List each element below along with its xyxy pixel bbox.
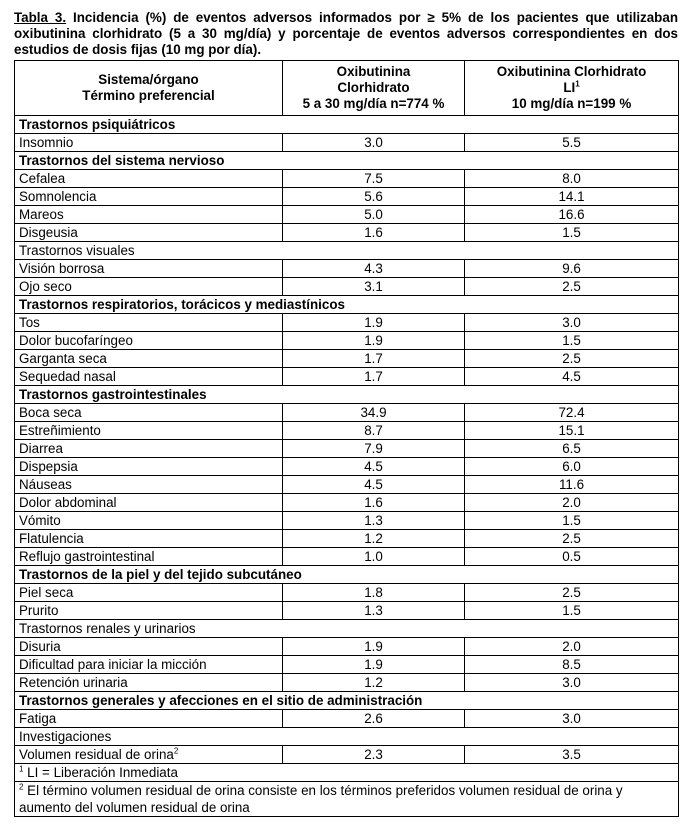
- term-text: Sequedad nasal: [19, 369, 116, 384]
- subcategory-row: [15, 242, 679, 260]
- header-oxybutynin-30mg: [283, 61, 465, 116]
- term-cell: [15, 548, 283, 566]
- value-cell-10mg: 8.0: [465, 170, 679, 188]
- subcategory-label: Trastornos renales y urinarios: [15, 620, 679, 638]
- term-text: Dispepsia: [19, 459, 78, 474]
- term-text: Dificultad para iniciar la micción: [19, 657, 207, 672]
- term-cell: [15, 278, 283, 296]
- value-cell-30mg: 1.9: [283, 332, 465, 350]
- term-text: Dolor abdominal: [19, 495, 117, 510]
- value-cell-10mg: 0.5: [465, 548, 679, 566]
- term-cell: [15, 332, 283, 350]
- value-cell-10mg: 2.5: [465, 350, 679, 368]
- header-col2-line2: Clorhidrato: [337, 80, 410, 95]
- value-cell-10mg: 3.0: [465, 314, 679, 332]
- value-cell-30mg: 1.2: [283, 674, 465, 692]
- table-row: [15, 746, 679, 764]
- footnote-ref-1: 1: [575, 79, 580, 89]
- value-cell-10mg: 1.5: [465, 332, 679, 350]
- term-cell: [15, 422, 283, 440]
- value-cell-30mg: 4.5: [283, 476, 465, 494]
- term-cell: [15, 458, 283, 476]
- term-text: Garganta seca: [19, 351, 107, 366]
- value-cell-30mg: 34.9: [283, 404, 465, 422]
- table-row: [15, 476, 679, 494]
- category-label: Trastornos del sistema nervioso: [15, 152, 679, 170]
- value-cell-10mg: 1.5: [465, 602, 679, 620]
- value-cell-10mg: 2.0: [465, 638, 679, 656]
- header-col1-line1: Sistema/órgano: [98, 72, 199, 87]
- value-cell-30mg: 5.0: [283, 206, 465, 224]
- term-cell: [15, 170, 283, 188]
- value-cell-10mg: 2.5: [465, 530, 679, 548]
- term-text: Volumen residual de orina: [19, 747, 174, 762]
- value-cell-10mg: 2.0: [465, 494, 679, 512]
- table-row: [15, 260, 679, 278]
- term-text: Disuria: [19, 639, 61, 654]
- table-row: [15, 494, 679, 512]
- value-cell-10mg: 1.5: [465, 224, 679, 242]
- table-row: [15, 458, 679, 476]
- table-row: [15, 206, 679, 224]
- footnote-mark: 2: [19, 782, 24, 792]
- header-col2-line3: 5 a 30 mg/día n=774 %: [302, 96, 445, 111]
- footnote-row: [15, 764, 679, 782]
- category-row: [15, 692, 679, 710]
- footnote-cell: [15, 764, 679, 782]
- term-cell: [15, 440, 283, 458]
- term-cell: [15, 530, 283, 548]
- table-row: [15, 278, 679, 296]
- table-row: [15, 548, 679, 566]
- table-row: [15, 188, 679, 206]
- value-cell-10mg: 1.5: [465, 512, 679, 530]
- term-text: Visión borrosa: [19, 261, 105, 276]
- table-caption-text: Incidencia (%) de eventos adversos informados por ≥ 5% de los pacientes que utilizaban oxibutinina clorhidrato (5 a 30 mg/día) y porcentaje de eventos adversos correspondientes en dos estudios de dosis fijas (10 mg por día).: [14, 10, 678, 57]
- value-cell-10mg: 6.5: [465, 440, 679, 458]
- table-row: [15, 512, 679, 530]
- footnote-text: El término volumen residual de orina consiste en los términos preferidos volumen residual de orina y aumento del volumen residual de orina: [19, 783, 623, 815]
- value-cell-10mg: 16.6: [465, 206, 679, 224]
- table-header-row: [15, 61, 679, 116]
- value-cell-30mg: 2.6: [283, 710, 465, 728]
- value-cell-30mg: 4.5: [283, 458, 465, 476]
- category-row: [15, 386, 679, 404]
- value-cell-10mg: 3.0: [465, 710, 679, 728]
- category-row: [15, 152, 679, 170]
- category-label: Trastornos respiratorios, torácicos y mediastínicos: [15, 296, 679, 314]
- table-row: [15, 674, 679, 692]
- term-cell: [15, 134, 283, 152]
- table-row: [15, 224, 679, 242]
- value-cell-10mg: 9.6: [465, 260, 679, 278]
- value-cell-30mg: 7.9: [283, 440, 465, 458]
- category-label: Trastornos gastrointestinales: [15, 386, 679, 404]
- value-cell-30mg: 3.0: [283, 134, 465, 152]
- value-cell-10mg: 15.1: [465, 422, 679, 440]
- term-text: Somnolencia: [19, 189, 97, 204]
- term-cell: [15, 206, 283, 224]
- header-col3-line3: 10 mg/día n=199 %: [511, 96, 632, 111]
- term-cell: [15, 350, 283, 368]
- footnote-cell: [15, 782, 679, 817]
- table-row: [15, 638, 679, 656]
- value-cell-10mg: 8.5: [465, 656, 679, 674]
- term-cell: [15, 260, 283, 278]
- category-label: Trastornos psiquiátricos: [15, 116, 679, 134]
- term-text: Boca seca: [19, 405, 82, 420]
- table-row: [15, 422, 679, 440]
- subcategory-row: [15, 728, 679, 746]
- header-col3-line2: LI: [563, 80, 576, 95]
- header-col1-line2: Término preferencial: [82, 88, 215, 103]
- term-cell: [15, 494, 283, 512]
- term-text: Cefalea: [19, 171, 66, 186]
- header-col2-line1: Oxibutinina: [336, 64, 411, 79]
- term-text: Insomnio: [19, 135, 74, 150]
- term-cell: [15, 602, 283, 620]
- term-text: Tos: [19, 315, 40, 330]
- table-row: [15, 530, 679, 548]
- value-cell-30mg: 1.8: [283, 584, 465, 602]
- value-cell-10mg: 14.1: [465, 188, 679, 206]
- footnote-text: LI = Liberación Inmediata: [23, 765, 178, 780]
- table-row: [15, 134, 679, 152]
- term-text: Flatulencia: [19, 531, 84, 546]
- value-cell-10mg: 4.5: [465, 368, 679, 386]
- value-cell-30mg: 1.7: [283, 368, 465, 386]
- table-row: [15, 710, 679, 728]
- term-text: Mareos: [19, 207, 64, 222]
- table-row: [15, 440, 679, 458]
- category-label: Trastornos de la piel y del tejido subcutáneo: [15, 566, 679, 584]
- term-text: Estreñimiento: [19, 423, 101, 438]
- term-cell: [15, 314, 283, 332]
- value-cell-30mg: 1.3: [283, 512, 465, 530]
- term-cell: [15, 638, 283, 656]
- value-cell-30mg: 1.6: [283, 224, 465, 242]
- category-label: Trastornos generales y afecciones en el sitio de administración: [15, 692, 679, 710]
- value-cell-30mg: 4.3: [283, 260, 465, 278]
- table-row: [15, 350, 679, 368]
- table-caption: [14, 10, 678, 58]
- header-col3-line1: Oxibutinina Clorhidrato: [496, 64, 647, 79]
- value-cell-30mg: 2.3: [283, 746, 465, 764]
- subcategory-label: Trastornos visuales: [15, 242, 679, 260]
- term-text: Piel seca: [19, 585, 74, 600]
- table-row: [15, 368, 679, 386]
- value-cell-10mg: 11.6: [465, 476, 679, 494]
- table-row: [15, 404, 679, 422]
- value-cell-10mg: 6.0: [465, 458, 679, 476]
- table-row: [15, 314, 679, 332]
- value-cell-10mg: 72.4: [465, 404, 679, 422]
- term-cell: [15, 674, 283, 692]
- subcategory-row: [15, 620, 679, 638]
- value-cell-10mg: 2.5: [465, 584, 679, 602]
- term-text: Disgeusia: [19, 225, 78, 240]
- table-row: [15, 332, 679, 350]
- category-row: [15, 566, 679, 584]
- term-text: Náuseas: [19, 477, 72, 492]
- value-cell-30mg: 8.7: [283, 422, 465, 440]
- value-cell-30mg: 3.1: [283, 278, 465, 296]
- term-cell: [15, 584, 283, 602]
- term-cell: [15, 656, 283, 674]
- term-cell: [15, 368, 283, 386]
- term-cell: [15, 512, 283, 530]
- table-row: [15, 170, 679, 188]
- category-row: [15, 116, 679, 134]
- term-text: Prurito: [19, 603, 59, 618]
- term-cell: [15, 224, 283, 242]
- term-cell: [15, 476, 283, 494]
- category-row: [15, 296, 679, 314]
- term-text: Ojo seco: [19, 279, 72, 294]
- value-cell-30mg: 1.9: [283, 314, 465, 332]
- header-system-organ: [15, 61, 283, 116]
- table-row: [15, 656, 679, 674]
- term-text: Dolor bucofaríngeo: [19, 333, 133, 348]
- term-cell: [15, 404, 283, 422]
- value-cell-10mg: 3.0: [465, 674, 679, 692]
- term-text: Fatiga: [19, 711, 57, 726]
- term-text: Diarrea: [19, 441, 63, 456]
- value-cell-30mg: 1.2: [283, 530, 465, 548]
- value-cell-30mg: 5.6: [283, 188, 465, 206]
- value-cell-10mg: 3.5: [465, 746, 679, 764]
- adverse-events-table: [14, 60, 679, 817]
- header-oxybutynin-ir-10mg: [465, 61, 679, 116]
- term-cell: [15, 188, 283, 206]
- table-row: [15, 602, 679, 620]
- value-cell-30mg: 1.9: [283, 638, 465, 656]
- value-cell-30mg: 7.5: [283, 170, 465, 188]
- value-cell-10mg: 5.5: [465, 134, 679, 152]
- term-text: Retención urinaria: [19, 675, 128, 690]
- value-cell-30mg: 1.6: [283, 494, 465, 512]
- value-cell-30mg: 1.7: [283, 350, 465, 368]
- table-row: [15, 584, 679, 602]
- footnote-ref-2: 2: [173, 746, 179, 756]
- table-label: Tabla 3.: [14, 10, 67, 25]
- term-text: Reflujo gastrointestinal: [19, 549, 155, 564]
- term-cell: [15, 710, 283, 728]
- value-cell-30mg: 1.3: [283, 602, 465, 620]
- value-cell-30mg: 1.9: [283, 656, 465, 674]
- term-text: Vómito: [19, 513, 61, 528]
- subcategory-label: Investigaciones: [15, 728, 679, 746]
- value-cell-10mg: 2.5: [465, 278, 679, 296]
- value-cell-30mg: 1.0: [283, 548, 465, 566]
- term-cell: [15, 746, 283, 764]
- footnote-mark: 1: [19, 764, 24, 774]
- footnote-row: [15, 782, 679, 817]
